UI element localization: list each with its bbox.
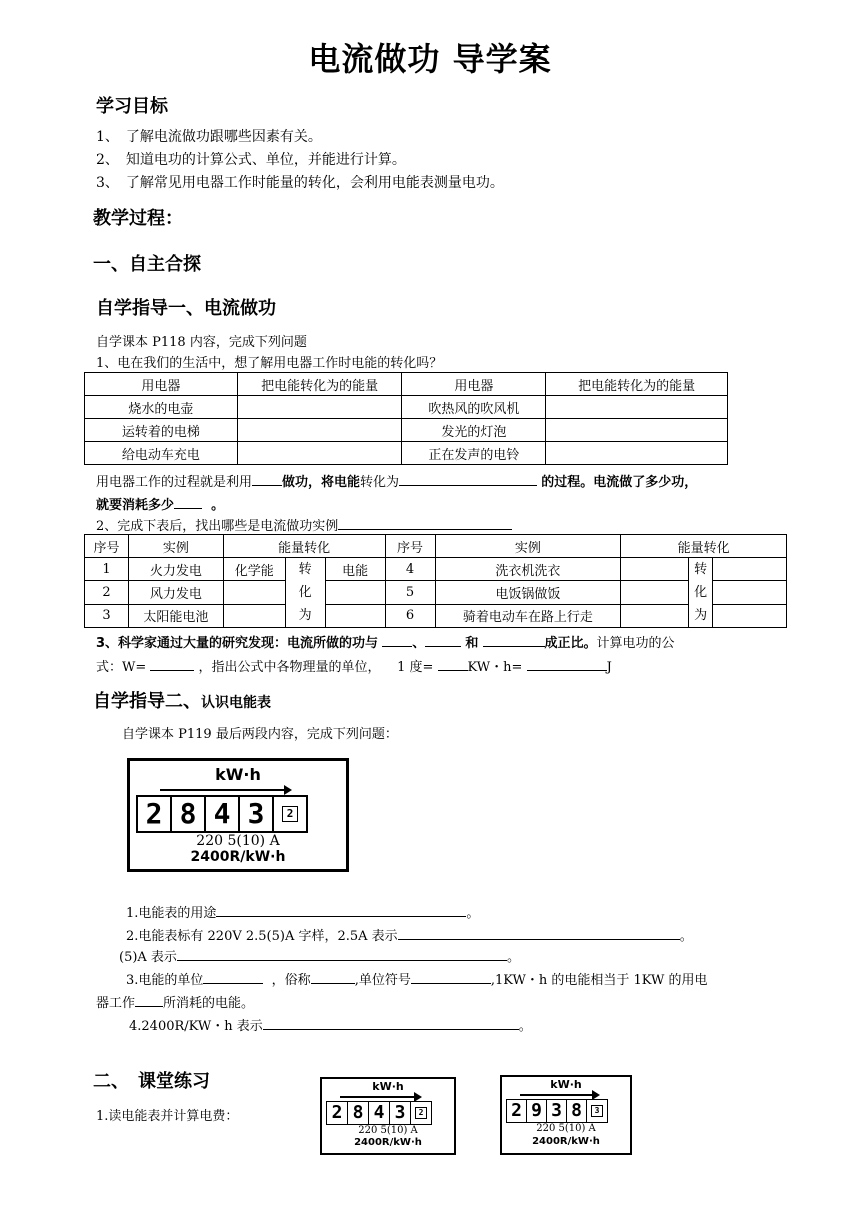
answer-cell[interactable]: [546, 419, 728, 442]
blank[interactable]: [483, 633, 545, 647]
table-header: 把电能转化为的能量: [237, 373, 402, 396]
guide1-intro: 自学课本 P118 内容，完成下列问题: [96, 335, 307, 350]
meter-digits: [136, 795, 308, 833]
meter-digit: 8: [172, 797, 206, 831]
exercise-1: 1.读电能表并计算电费：: [96, 1109, 239, 1124]
meter-digit: 2: [138, 797, 172, 831]
answer-cell[interactable]: [621, 581, 689, 604]
answer-cell[interactable]: [237, 396, 402, 419]
meter-decimal: 3: [587, 1100, 607, 1122]
table-row: [85, 558, 787, 581]
section-heading: 二、 课堂练习: [93, 1071, 210, 1092]
answer-cell[interactable]: [237, 419, 402, 442]
blank[interactable]: [411, 970, 491, 984]
process-heading: 教学过程：: [93, 208, 183, 229]
table-cell: 4: [385, 558, 435, 581]
blank[interactable]: [338, 516, 512, 530]
table-header: 序号: [85, 535, 129, 558]
meter-digit: 2: [507, 1100, 527, 1122]
table-cell: 2: [85, 581, 129, 604]
table-cell: 骑着电动车在路上行走: [435, 604, 621, 627]
question-1: 1、电在我们的生活中，想了解用电器工作时电能的转化吗？: [96, 356, 443, 371]
arrow-icon: [340, 1096, 420, 1098]
blank[interactable]: [398, 926, 680, 940]
transform-label: 转 化 为: [285, 558, 325, 628]
meter-digit: 4: [206, 797, 240, 831]
blank[interactable]: [438, 657, 468, 671]
answer-cell[interactable]: [223, 581, 285, 604]
table-header: 能量转化: [621, 535, 787, 558]
meter-item-2: 2.电能表标有 220V 2.5(5)A 字样，2.5A 表示 。: [126, 925, 693, 944]
answer-cell[interactable]: [546, 396, 728, 419]
answer-cell[interactable]: [237, 442, 402, 465]
guide2-heading: 自学指导二、认识电能表: [93, 691, 271, 712]
blank[interactable]: [216, 903, 466, 917]
meter-digit: 3: [390, 1102, 411, 1124]
table-cell: 5: [385, 581, 435, 604]
table-row: [85, 604, 787, 627]
meter-item-1: 1.电能表的用途 。: [126, 902, 479, 921]
meter-spec: 220 5(10) A: [358, 1125, 418, 1136]
guide1-heading: 自学指导一、电流做功: [96, 298, 276, 319]
meter-unit: kW·h: [550, 1078, 582, 1091]
blank[interactable]: [252, 472, 282, 486]
energy-meter-b: [500, 1075, 632, 1155]
section-heading: 一、自主合探: [93, 254, 201, 275]
answer-cell[interactable]: [223, 604, 285, 627]
answer-cell[interactable]: [325, 604, 385, 627]
table-cell: 给电动车充电: [85, 442, 238, 465]
question-2: 2、完成下表后，找出哪些是电流做功实例: [96, 515, 512, 534]
answer-cell[interactable]: [621, 604, 689, 627]
blank[interactable]: [527, 657, 607, 671]
table-cell: 6: [385, 604, 435, 627]
table-cell: 发光的灯泡: [402, 419, 546, 442]
question-3: 3、科学家通过大量的研究发现：电流所做的功与 、 和 成正比。计算电功的公: [96, 632, 675, 651]
answer-cell[interactable]: [713, 581, 787, 604]
blank[interactable]: [263, 1016, 519, 1030]
table-header: 能量转化: [223, 535, 385, 558]
meter-item-3: 3.电能的单位 ，俗称 ,单位符号 ,1KW・h 的电能相当于 1KW 的用电: [126, 969, 708, 988]
energy-meter: [127, 758, 349, 872]
answer-cell[interactable]: [713, 604, 787, 627]
guide2-intro: 自学课本 P119 最后两段内容，完成下列问题：: [122, 727, 398, 742]
blank[interactable]: [135, 993, 163, 1007]
table-cell: 火力发电: [128, 558, 223, 581]
meter-digit: 3: [240, 797, 274, 831]
table-header: 序号: [385, 535, 435, 558]
answer-cell[interactable]: [546, 442, 728, 465]
arrow-icon: [160, 789, 290, 791]
meter-unit: kW·h: [215, 765, 261, 784]
table-header: 实例: [128, 535, 223, 558]
table-cell: 太阳能电池: [128, 604, 223, 627]
answer-cell[interactable]: [325, 581, 385, 604]
table-cell: 风力发电: [128, 581, 223, 604]
table-cell: 运转着的电梯: [85, 419, 238, 442]
table-cell: 化学能: [223, 558, 285, 581]
table-header: 把电能转化为的能量: [546, 373, 728, 396]
goals-heading: 学习目标: [96, 96, 168, 117]
answer-cell[interactable]: [621, 558, 689, 581]
blank[interactable]: [150, 657, 194, 671]
blank[interactable]: [177, 947, 507, 961]
fill-sentence-1: 用电器工作的过程就是利用 做功，将电能转化为 的过程。电流做了多少功，: [96, 471, 697, 490]
meter-digit: 2: [327, 1102, 348, 1124]
meter-spec: 220 5(10) A: [196, 833, 280, 849]
table-cell: 电饭锅做饭: [435, 581, 621, 604]
fill-sentence-1b: 就要消耗多少 。: [96, 494, 224, 513]
goal-item: 3、 了解常见用电器工作时能量的转化，会利用电能表测量电功。: [96, 175, 504, 191]
meter-decimal: 2: [274, 797, 306, 831]
transform-label: 转 化 为: [689, 558, 713, 628]
table-cell: 3: [85, 604, 129, 627]
work-examples-table: [84, 534, 787, 628]
blank[interactable]: [311, 970, 355, 984]
table-cell: 电能: [325, 558, 385, 581]
meter-digit: 8: [348, 1102, 369, 1124]
table-header: 用电器: [402, 373, 546, 396]
meter-rev: 2400R/kW·h: [354, 1137, 422, 1148]
table-cell: 1: [85, 558, 129, 581]
table-cell: 吹热风的吹风机: [402, 396, 546, 419]
table-row: [85, 419, 728, 442]
meter-digit: 3: [547, 1100, 567, 1122]
blank[interactable]: [174, 495, 202, 509]
meter-item-4: 4.2400R/KW・h 表示 。: [129, 1015, 532, 1034]
blank[interactable]: [382, 633, 412, 647]
table-cell: 正在发声的电铃: [402, 442, 546, 465]
goal-item: 1、 了解电流做功跟哪些因素有关。: [96, 129, 322, 145]
page-title: 电流做功 导学案: [308, 40, 552, 78]
meter-item-2b: (5)A 表示 。: [119, 946, 520, 965]
meter-rev: 2400R/kW·h: [532, 1136, 600, 1147]
table-cell: 烧水的电壶: [85, 396, 238, 419]
table-header: 实例: [435, 535, 621, 558]
energy-table: [84, 372, 728, 465]
blank[interactable]: [399, 472, 537, 486]
meter-digits: [326, 1101, 432, 1125]
answer-cell[interactable]: [713, 558, 787, 581]
meter-item-3b: 器工作 所消耗的电能。: [96, 992, 254, 1011]
energy-meter-a: [320, 1077, 456, 1155]
meter-unit: kW·h: [372, 1080, 404, 1093]
meter-digit: 8: [567, 1100, 587, 1122]
meter-digits: [506, 1099, 608, 1123]
question-3-line2: 式：W= ，指出公式中各物理量的单位， 1 度= KW・h= J: [96, 656, 612, 675]
blank[interactable]: [203, 970, 263, 984]
meter-decimal: 2: [411, 1102, 431, 1124]
goal-item: 2、 知道电功的计算公式、单位，并能进行计算。: [96, 152, 406, 168]
meter-spec: 220 5(10) A: [536, 1123, 596, 1134]
meter-digit: 9: [527, 1100, 547, 1122]
meter-rev: 2400R/kW·h: [190, 849, 286, 865]
arrow-icon: [520, 1094, 598, 1096]
table-row: [85, 396, 728, 419]
table-header: 用电器: [85, 373, 238, 396]
table-cell: 洗衣机洗衣: [435, 558, 621, 581]
table-row: [85, 442, 728, 465]
table-row: [85, 581, 787, 604]
meter-digit: 4: [369, 1102, 390, 1124]
blank[interactable]: [425, 633, 461, 647]
